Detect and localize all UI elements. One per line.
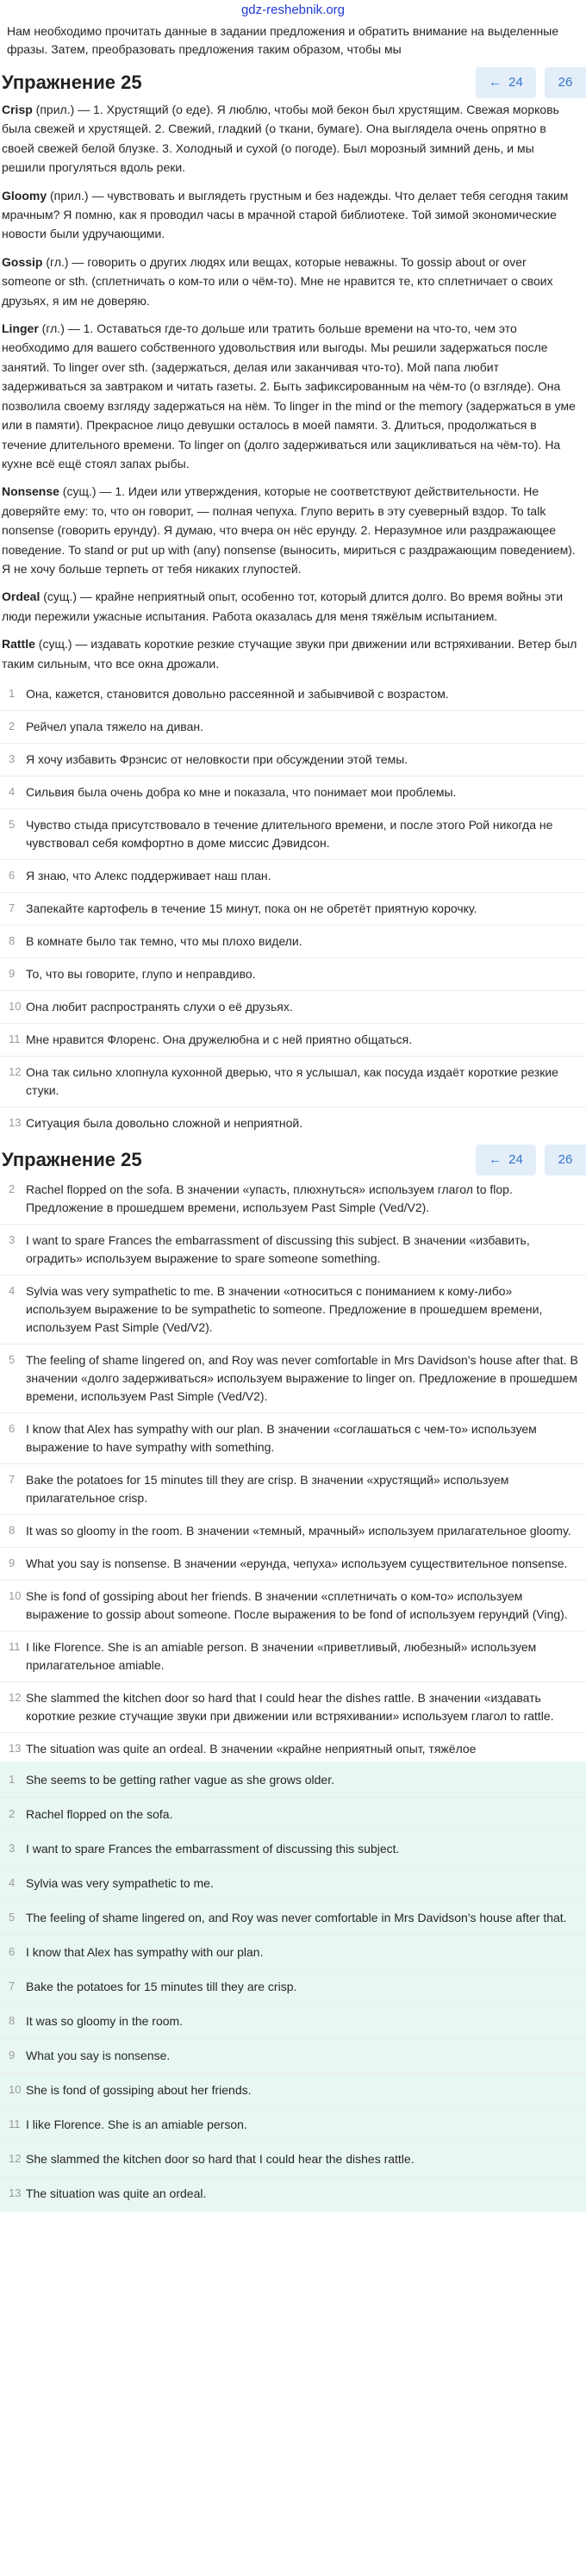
answer-row (0, 2077, 586, 2104)
item-number: 12 (9, 1690, 22, 1704)
glossary-term: Gloomy (2, 188, 47, 203)
item-text: I want to spare Frances the embarrassment of discussing this subject. В значении «избавить, оградить» используем выражение to spare someone something. (26, 1232, 530, 1265)
answer-row (0, 1974, 586, 2000)
divider (0, 2142, 586, 2143)
russian-sentence-row (0, 864, 586, 889)
glossary-entry (2, 634, 577, 673)
divider (0, 1866, 586, 1867)
answer-row (0, 1836, 586, 1862)
russian-sentence-row (0, 747, 586, 772)
glossary-definition: (прил.) — 1. Хрустящий (о еде). Я люблю, чтобы мой бекон был хрустящим. Свежая морковь была свежей и хрустящей. 2. Свежий, гладкий (о ткани, бумаге). Она выглядела очень опрятно в своей свежей белой блузке. 3. Холодный и сухой (о погоде). Был морозный зимний день, и мы решили прогуляться вдоль реки. (2, 103, 559, 175)
divider (0, 2107, 586, 2108)
divider (0, 1547, 586, 1548)
item-text: I like Florence. She is an amiable person. (26, 2117, 247, 2131)
next-exercise-label: 26 (558, 75, 573, 90)
explanation-row (0, 1279, 586, 1340)
item-text: Она, кажется, становится довольно рассеянной и забывчивой с возрастом. (26, 686, 449, 701)
item-text: Мне нравится Флоренс. Она дружелюбна и с ней приятно общаться. (26, 1032, 413, 1046)
russian-sentence-row (0, 995, 586, 1020)
item-number: 9 (9, 1556, 16, 1569)
russian-sentence-row (0, 929, 586, 954)
russian-sentence-row (0, 682, 586, 707)
item-text: Запекайте картофель в течение 15 минут, пока он не обретёт приятную корочку. (26, 901, 477, 915)
explanation-row (0, 1737, 586, 1762)
russian-sentence-list (0, 682, 586, 1136)
exercise-nav (476, 1145, 586, 1176)
prev-exercise-button[interactable] (476, 67, 536, 98)
item-number: 9 (9, 2048, 16, 2061)
item-text: It was so gloomy in the room. (26, 2013, 184, 2028)
russian-sentence-row (0, 780, 586, 805)
arrow-left-icon: ← (489, 75, 502, 90)
divider (0, 1023, 586, 1024)
answer-row (0, 1870, 586, 1897)
divider (0, 2004, 586, 2005)
divider (0, 1514, 586, 1515)
explanation-row (0, 1348, 586, 1409)
glossary-definition: (сущ.) — издавать короткие резкие стучащие звуки при движении или встряхивании. Ветер был таким сильным, что все окна дрожали. (2, 637, 577, 671)
russian-sentence-row (0, 1027, 586, 1052)
item-text: What you say is nonsense. (26, 2048, 171, 2062)
divider (0, 892, 586, 893)
item-text: I know that Alex has sympathy with our plan. В значении «соглашаться с чем-то» используем выражение to have sympathy with something. (26, 1421, 537, 1454)
explanation-row (0, 1635, 586, 1678)
divider (0, 2038, 586, 2039)
glossary-definition: (гл.) — 1. Оставаться где-то дольше или тратить больше времени на что-то, чем это необходимо для вашего собственного удовольствия или выгоды. Мы решили задержаться после занятий. To linger over sth. (задержаться, делая или заканчивая что-то). Мой папа любит задерживаться за завтраком и читать газеты. 2. Быть зафиксированным на чём-то (о взгляде). Она позволила своему взгляду задержаться на нём. To linger in the mind or the memory (задержаться в уме или в памяти). Прекрасное лицо девушки осталось в моей памяти. 3. Длиться, продолжаться в течение длительного времени. To linger on (долго задерживаться или зацикливаться на чём-то). На кухне всё ещё стоял запах рыбы. (2, 321, 576, 471)
russian-sentence-row (0, 813, 586, 856)
item-number: 4 (9, 784, 16, 798)
answer-row (0, 1801, 586, 1828)
item-text: Rachel flopped on the sofa. В значении «упасть, плюхнуться» используем глагол to flop. Предложение в прошедшем времени, используем Past Simple (Ved/V2). (26, 1182, 513, 1214)
glossary-term: Ordeal (2, 589, 41, 604)
item-number: 5 (9, 1910, 16, 1924)
item-number: 3 (9, 752, 16, 765)
exercise-header (0, 65, 586, 100)
item-number: 10 (9, 1588, 22, 1602)
item-number: 9 (9, 966, 16, 980)
divider (0, 1275, 586, 1276)
item-number: 12 (9, 1064, 22, 1078)
item-number: 4 (9, 1875, 16, 1889)
divider (0, 808, 586, 809)
russian-sentence-row (0, 1111, 586, 1136)
divider (0, 1224, 586, 1225)
explanation-row (0, 1584, 586, 1627)
item-text: It was so gloomy in the room. В значении «темный, мрачный» используем прилагательное gloomy. (26, 1523, 571, 1537)
item-text: What you say is nonsense. В значении «ерунда, чепуха» используем существительное nonsense. (26, 1556, 568, 1570)
item-text: Я знаю, что Алекс поддерживает наш план. (26, 868, 271, 883)
item-number: 2 (9, 719, 16, 733)
divider (0, 990, 586, 991)
item-number: 2 (9, 1182, 16, 1195)
answer-row (0, 1767, 586, 1793)
item-text: Она любит распространять слухи о её друзьях. (26, 999, 293, 1014)
divider (0, 1969, 586, 1970)
divider (0, 1935, 586, 1936)
item-text: I know that Alex has sympathy with our plan. (26, 1944, 264, 1959)
item-text: Bake the potatoes for 15 minutes till they are crisp. В значении «хрустящий» используем прилагательное crisp. (26, 1472, 509, 1505)
explanation-row (0, 1417, 586, 1460)
exercise-title: Упражнение 25 (2, 72, 142, 93)
item-text: I like Florence. She is an amiable person. В значении «приветливый, любезный» используем прилагательное amiable. (26, 1639, 537, 1672)
divider (0, 2176, 586, 2177)
arrow-left-icon: ← (489, 1151, 502, 1167)
item-number: 8 (9, 1523, 16, 1537)
item-number: 12 (9, 2151, 22, 2165)
divider (0, 1463, 586, 1464)
explanation-row (0, 1686, 586, 1729)
glossary-term: Gossip (2, 254, 43, 269)
item-number: 10 (9, 2082, 22, 2096)
item-number: 7 (9, 1472, 16, 1486)
item-text: Чувство стыда присутствовало в течение длительного времени, и после этого Рой никогда не чувствовал себя комфортно в доме миссис Дэвидсон. (26, 817, 553, 850)
item-number: 13 (9, 1115, 22, 1129)
item-text: She is fond of gossiping about her friends. (26, 2082, 252, 2097)
glossary-entry (2, 100, 577, 178)
next-exercise-button[interactable] (545, 67, 586, 98)
item-number: 11 (9, 1032, 21, 1045)
item-number: 7 (9, 901, 16, 914)
item-text: The situation was quite an ordeal. В значении «крайне неприятный опыт, тяжёлое (26, 1741, 477, 1756)
explanation-row (0, 1177, 586, 1220)
glossary-entry (2, 587, 577, 626)
glossary-term: Rattle (2, 637, 35, 652)
item-text: She slammed the kitchen door so hard that I could hear the dishes rattle. В значении «издавать короткие резкие стучащие звуки при движении или встряхивании» используем глагол to rattle. (26, 1690, 554, 1723)
glossary-definition: (сущ.) — 1. Идеи или утверждения, которые не соответствуют действительности. Не доверяйте ему: то, что он говорит, — полная чепуха. Глупо верить в эту суеверный вздор. To talk nonsense (говорить ерунду). Я думаю, что вчера он нёс ерунду. 2. Неразумное или раздражающее поведение. To stand or put up with (any) nonsense (выносить, мириться с раздражающим поведением). Я не хочу больше терпеть от тебя никаких глупостей. (2, 484, 576, 576)
item-text: Ситуация была довольно сложной и неприятной. (26, 1115, 303, 1130)
glossary-term: Nonsense (2, 484, 59, 499)
answer-row (0, 2008, 586, 2035)
item-text: В комнате было так темно, что мы плохо видели. (26, 933, 302, 948)
glossary-term: Crisp (2, 103, 33, 116)
item-number: 2 (9, 1806, 16, 1820)
answer-row (0, 1905, 586, 1931)
divider (0, 776, 586, 777)
explanation-row (0, 1551, 586, 1576)
answer-list (0, 1762, 586, 2212)
item-text: Sylvia was very sympathetic to me. (26, 1875, 214, 1890)
item-number: 6 (9, 1944, 16, 1958)
item-number: 5 (9, 817, 16, 831)
divider (0, 859, 586, 860)
prev-exercise-label: 24 (508, 1151, 523, 1167)
glossary-definition: (прил.) — чувствовать и выглядеть грустным и без надежды. Что делает тебя сегодня таким мрачным? Я помню, как я проводил часы в мрачной старой библиотеке. Той зимой экономические новости были удручающими. (2, 188, 569, 241)
glossary-entry (2, 319, 577, 473)
item-number: 1 (9, 1772, 16, 1786)
next-exercise-button[interactable] (545, 1145, 586, 1176)
exercise-header-2 (0, 1143, 586, 1177)
item-text: Рейчел упала тяжело на диван. (26, 719, 203, 733)
item-text: Я хочу избавить Фрэнсис от неловкости при обсуждении этой темы. (26, 752, 408, 766)
divider (0, 2073, 586, 2074)
item-text: Сильвия была очень добра ко мне и показала, что понимает мои проблемы. (26, 784, 457, 799)
item-text: Она так сильно хлопнула кухонной дверью, что я услышал, как посуда издаёт короткие резкие стуки. (26, 1064, 558, 1097)
item-text: То, что вы говорите, глупо и неправдиво. (26, 966, 256, 981)
divider (0, 1732, 586, 1733)
item-text: The situation was quite an ordeal. (26, 2186, 207, 2200)
site-header[interactable]: gdz-reshebnik.org (240, 3, 346, 17)
intro-text: Нам необходимо прочитать данные в задании предложения и обратить внимание на выделенные фразы. Затем, преобразовать предложения таким образом, чтобы мы (7, 24, 559, 56)
divider (0, 1580, 586, 1581)
divider (0, 1056, 586, 1057)
exercise-title: Упражнение 25 (2, 1148, 142, 1170)
item-text: Bake the potatoes for 15 minutes till they are crisp. (26, 1979, 297, 1993)
russian-sentence-row (0, 1060, 586, 1103)
divider (0, 925, 586, 926)
item-number: 10 (9, 999, 22, 1013)
glossary-entry (2, 186, 577, 244)
next-exercise-label: 26 (558, 1151, 573, 1167)
item-number: 11 (9, 1639, 21, 1653)
divider (0, 1831, 586, 1832)
item-text: She slammed the kitchen door so hard that I could hear the dishes rattle. (26, 2151, 415, 2166)
explanation-list (0, 1177, 586, 1762)
divider (0, 1797, 586, 1798)
russian-sentence-row (0, 714, 586, 739)
item-text: The feeling of shame lingered on, and Roy was never comfortable in Mrs Davidson's house after that. В значении «долго задерживаться» используем выражение to linger on. Предложение в прошедшем времени, используем Past Simple (Ved/V2). (26, 1352, 578, 1403)
item-number: 8 (9, 933, 16, 947)
item-number: 8 (9, 2013, 16, 2027)
item-number: 13 (9, 1741, 22, 1755)
item-number: 6 (9, 1421, 16, 1435)
exercise-nav (476, 67, 586, 98)
item-number: 6 (9, 868, 16, 882)
item-text: The feeling of shame lingered on, and Roy was never comfortable in Mrs Davidson's house after that. (26, 1910, 567, 1924)
item-number: 13 (9, 2186, 22, 2199)
answer-row (0, 2180, 586, 2207)
item-number: 7 (9, 1979, 16, 1993)
glossary-entry (2, 253, 577, 310)
glossary-entry (2, 482, 577, 578)
explanation-row (0, 1519, 586, 1544)
divider (0, 957, 586, 958)
answer-row (0, 2146, 586, 2173)
item-text: I want to spare Frances the embarrassment of discussing this subject. (26, 1841, 400, 1856)
item-text: She seems to be getting rather vague as she grows older. (26, 1772, 334, 1787)
answer-row (0, 1939, 586, 1966)
answer-row (0, 2111, 586, 2138)
prev-exercise-label: 24 (508, 75, 523, 90)
explanation-row (0, 1468, 586, 1511)
russian-sentence-row (0, 896, 586, 921)
glossary-definition: (гл.) — говорить о других людях или вещах, которые неважны. To gossip about or over someone or sth. (сплетничать о ком-то или о чём-то). Мне не нравится те, кто сплетничает о своих друзьях, я им не доверяю. (2, 254, 553, 308)
prev-exercise-button[interactable] (476, 1145, 536, 1176)
glossary-definition: (сущ.) — крайне неприятный опыт, особенно тот, который длится долго. Во время войны эти люди пережили ужасные испытания. Работа оказалась для меня тяжёлым испытанием. (2, 589, 564, 623)
item-number: 3 (9, 1232, 16, 1246)
item-number: 3 (9, 1841, 16, 1855)
glossary-term: Linger (2, 321, 39, 336)
item-number: 11 (9, 2117, 21, 2130)
answer-row (0, 2043, 586, 2069)
item-number: 1 (9, 686, 16, 700)
item-number: 4 (9, 1283, 16, 1297)
item-number: 5 (9, 1352, 16, 1366)
divider (0, 1900, 586, 1901)
divider (0, 743, 586, 744)
russian-sentence-row (0, 962, 586, 987)
explanation-row (0, 1228, 586, 1271)
item-text: Rachel flopped on the sofa. (26, 1806, 173, 1821)
item-text: Sylvia was very sympathetic to me. В значении «относиться с пониманием к кому-либо» используем выражение to be sympathetic to someone. Предложение в прошедшем времени, используем Past Simple (Ved/V2). (26, 1283, 543, 1334)
glossary (0, 100, 586, 673)
divider (0, 1681, 586, 1682)
item-text: She is fond of gossiping about her friends. В значении «сплетничать о ком-то» используем выражение to gossip about someone. После выражения to be fond of используем герундий (Ving). (26, 1588, 568, 1621)
divider (0, 710, 586, 711)
